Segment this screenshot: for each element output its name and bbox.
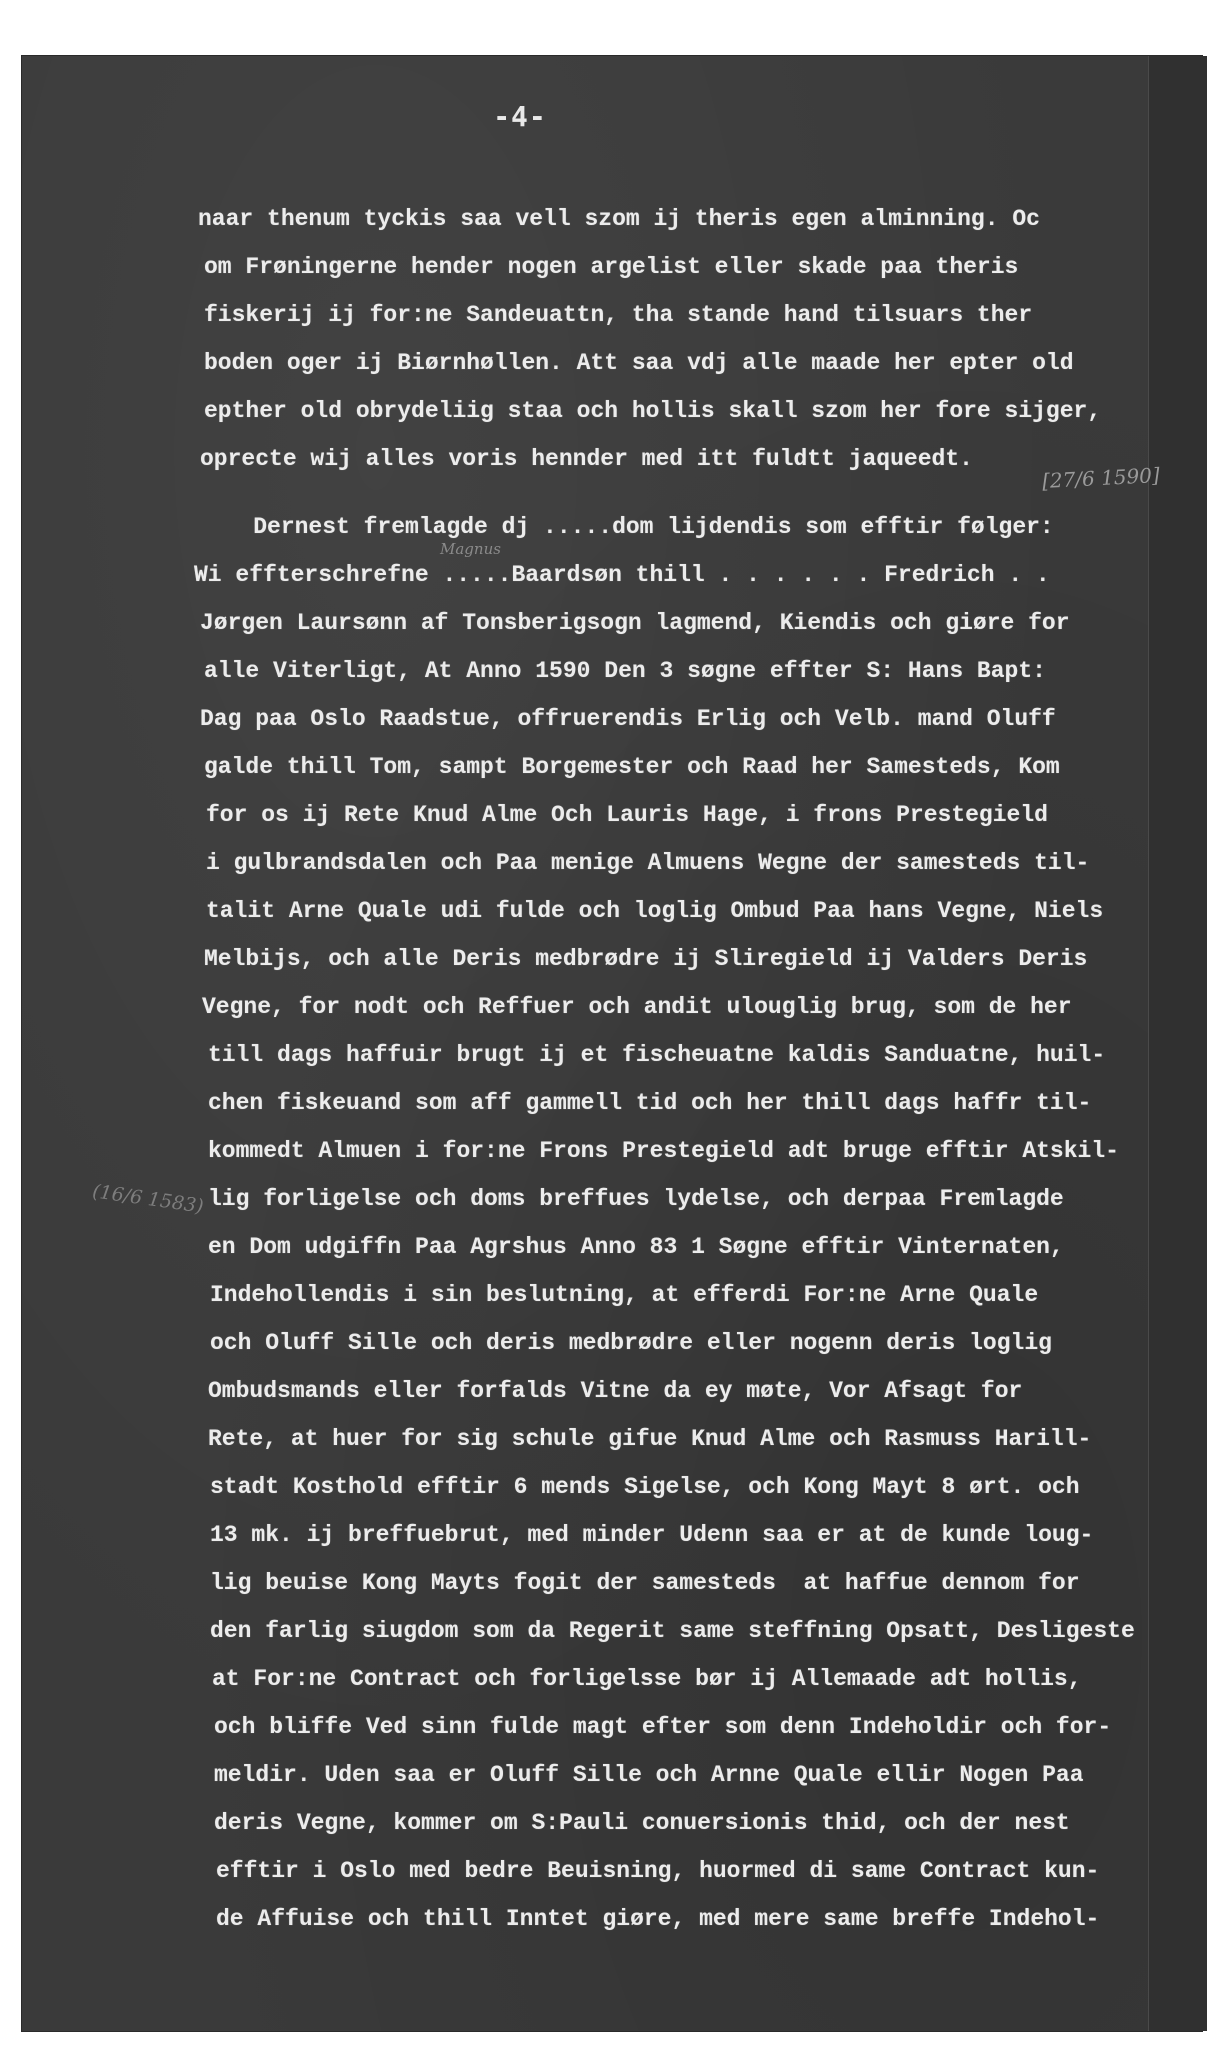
- text-line: talit Arne Quale udi fulde och loglig Ombud Paa hans Vegne, Niels: [206, 898, 1104, 924]
- text-line: oprecte wij alles voris hennder med itt fuldtt jaqueedt.: [200, 446, 973, 472]
- text-line: boden oger ij Biørnhøllen. Att saa vdj alle maade her epter old: [204, 350, 1074, 376]
- text-line: 13 mk. ij breffuebrut, med minder Udenn saa er at de kunde loug-: [210, 1522, 1094, 1548]
- text-line: meldir. Uden saa er Oluff Sille och Arnne Quale ellir Nogen Paa: [214, 1762, 1084, 1788]
- page-number: -4-: [493, 100, 547, 133]
- text-line: Indehollendis i sin beslutning, at efferdi For:ne Arne Quale: [210, 1282, 1039, 1308]
- text-line: och bliffe Ved sinn fulde magt efter som denn Indeholdir och for-: [214, 1714, 1112, 1740]
- text-line: Wi effterschrefne .....Baardsøn thill . . . . . . Fredrich . .: [194, 562, 1050, 588]
- text-line: galde thill Tom, sampt Borgemester och Raad her Samesteds, Kom: [204, 754, 1060, 780]
- text-line: kommedt Almuen i for:ne Frons Prestegield adt bruge efftir Atskil-: [208, 1138, 1119, 1164]
- interlinear-note: Magnus: [440, 540, 501, 558]
- text-line: en Dom udgiffn Paa Agrshus Anno 83 1 Søgne efftir Vinternaten,: [208, 1234, 1064, 1260]
- text-line: chen fiskeuand som aff gammell tid och her thill dags haffr til-: [208, 1090, 1092, 1116]
- text-line: Melbijs, och alle Deris medbrødre ij Sliregield ij Valders Deris: [204, 946, 1088, 972]
- document-body: [194, 0, 1161, 1932]
- text-line: efftir i Oslo med bedre Beuisning, huormed di same Contract kun-: [216, 1858, 1100, 1884]
- text-line: Ombudsmands eller forfalds Vitne da ey møte, Vor Afsagt for: [208, 1378, 1023, 1404]
- text-line: Vegne, for nodt och Reffuer och andit ulouglig brug, som de her: [202, 994, 1072, 1020]
- text-line: Jørgen Laursønn af Tonsberigsogn lagmend, Kiendis och giøre for: [200, 610, 1070, 636]
- text-line: den farlig siugdom som da Regerit same steffning Opsatt, Desligeste: [210, 1618, 1135, 1644]
- text-line: fiskerij ij for:ne Sandeuattn, tha stande hand tilsuars ther: [204, 302, 1033, 328]
- text-line: Rete, at huer for sig schule gifue Knud Alme och Rasmuss Harill-: [208, 1426, 1092, 1452]
- text-line: at For:ne Contract och forligelsse bør ij Allemaade adt hollis,: [212, 1666, 1082, 1692]
- text-line: och Oluff Sille och deris medbrødre eller nogenn deris loglig: [210, 1330, 1052, 1356]
- text-line: epther old obrydeliig staa och hollis skall szom her fore sijger,: [204, 398, 1102, 424]
- text-line: stadt Kosthold efftir 6 mends Sigelse, och Kong Mayt 8 ørt. och: [210, 1474, 1080, 1500]
- text-line: lig beuise Kong Mayts fogit der samesteds at haffue dennom for: [210, 1570, 1080, 1596]
- text-line: de Affuise och thill Inntet giøre, med mere same breffe Indehol-: [216, 1906, 1100, 1932]
- text-line: till dags haffuir brugt ij et fischeuatne kaldis Sanduatne, huil-: [208, 1042, 1106, 1068]
- text-line: naar thenum tyckis saa vell szom ij theris egen alminning. Oc: [198, 206, 1040, 232]
- text-line: for os ij Rete Knud Alme Och Lauris Hage, i frons Prestegield: [206, 802, 1048, 828]
- text-line: Dernest fremlagde dj .....dom lijdendis som efftir følger:: [198, 514, 1054, 540]
- text-line: i gulbrandsdalen och Paa menige Almuens Wegne der samesteds til-: [206, 850, 1090, 876]
- text-line: Dag paa Oslo Raadstue, offruerendis Erlig och Velb. mand Oluff: [200, 706, 1056, 732]
- text-line: om Frøningerne hender nogen argelist eller skade paa theris: [204, 254, 1019, 280]
- text-line: alle Viterligt, At Anno 1590 Den 3 søgne effter S: Hans Bapt:: [204, 658, 1046, 684]
- margin-note-right: [27/6 1590]: [1041, 462, 1161, 494]
- margin-note-left: (16/6 1583): [91, 1180, 205, 1218]
- text-line: lig forligelse och doms breffues lydelse, och derpaa Fremlagde: [208, 1186, 1064, 1212]
- text-line: deris Vegne, kommer om S:Pauli conuersionis thid, och der nest: [214, 1810, 1070, 1836]
